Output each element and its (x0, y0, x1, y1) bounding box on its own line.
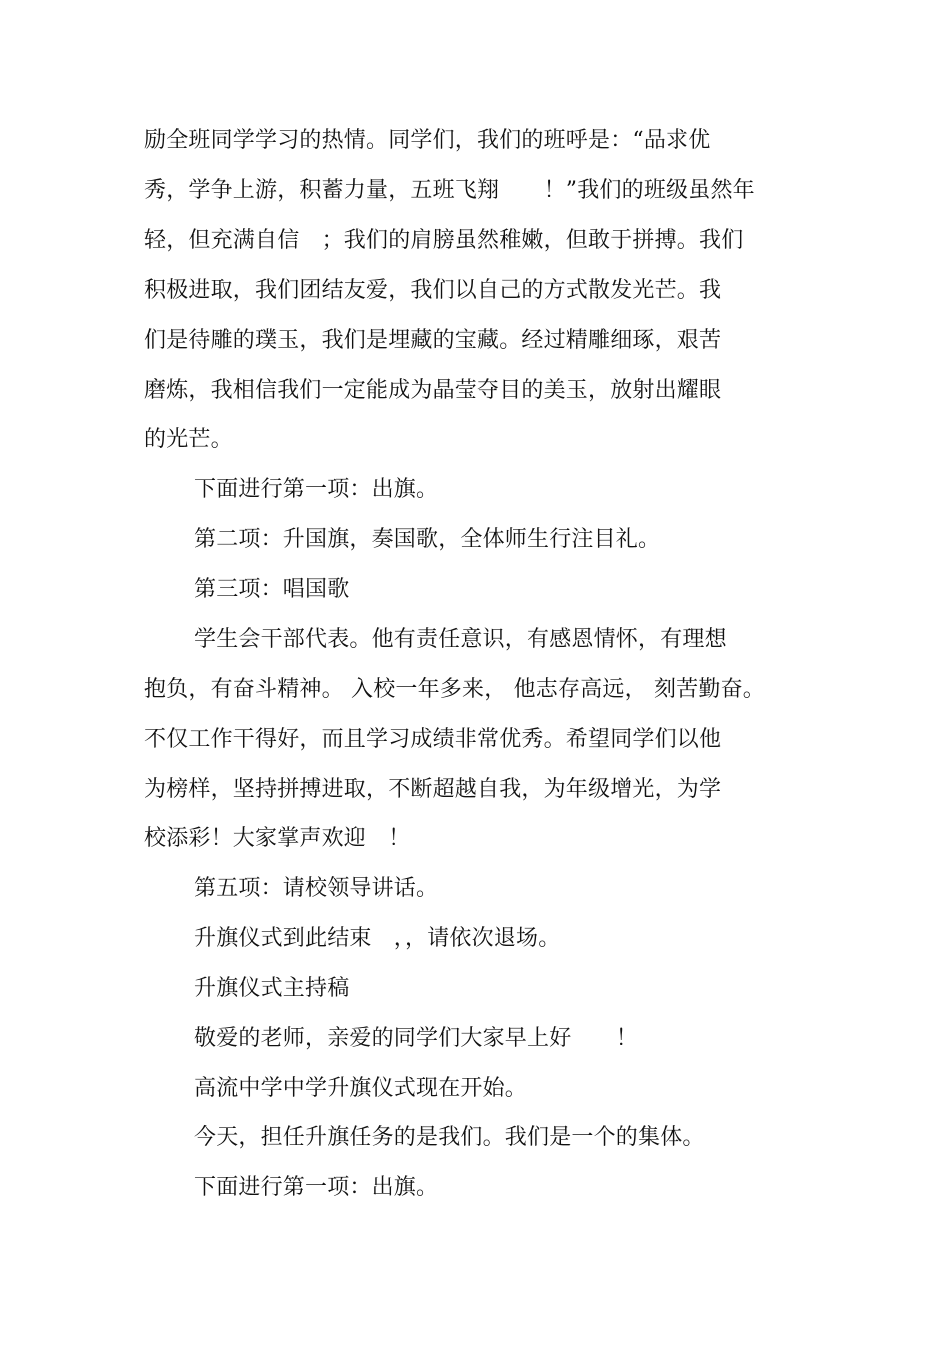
paragraph-line: 秀，学争上游，积蓄力量，五班飞翔 ！”我们的班级虽然年 (144, 178, 755, 203)
paragraph-line: 不仅工作干得好，而且学习成绩非常优秀。希望同学们以他 (144, 727, 722, 752)
paragraph-line: 第三项：唱国歌 (194, 577, 350, 602)
paragraph-line: 下面进行第一项：出旗。 (194, 477, 439, 502)
paragraph-line: 励全班同学学习的热情。同学们，我们的班呼是：“品求优 (144, 128, 711, 153)
paragraph-line: 的光芒。 (144, 427, 233, 452)
paragraph-line: 磨炼，我相信我们一定能成为晶莹夺目的美玉，放射出耀眼 (144, 378, 722, 403)
paragraph-line: 校添彩！大家掌声欢迎 ！ (144, 826, 411, 851)
paragraph-line: 抱负，有奋斗精神。 入校一年多来， 他志存高远， 刻苦勤奋。 (144, 677, 765, 702)
paragraph-line: 高流中学中学升旗仪式现在开始。 (194, 1076, 528, 1101)
paragraph-line: 升旗仪式到此结束 ，，请依次退场。 (194, 926, 561, 951)
paragraph-line: 第五项：请校领导讲话。 (194, 876, 439, 901)
paragraph-line: 今天，担任升旗任务的是我们。我们是一个的集体。 (194, 1125, 705, 1150)
paragraph-line: 第二项：升国旗，奏国歌，全体师生行注目礼。 (194, 527, 661, 552)
paragraph-line: 敬爱的老师，亲爱的同学们大家早上好 ！ (194, 1026, 639, 1051)
paragraph-line: 学生会干部代表。他有责任意识，有感恩情怀，有理想 (194, 627, 727, 652)
paragraph-line: 轻，但充满自信 ；我们的肩膀虽然稚嫩，但敢于拼搏。我们 (144, 228, 744, 253)
paragraph-line: 积极进取，我们团结友爱，我们以自己的方式散发光芒。我 (144, 278, 722, 303)
paragraph-line: 为榜样，坚持拼搏进取，不断超越自我，为年级增光，为学 (144, 777, 722, 802)
paragraph-line: 下面进行第一项：出旗。 (194, 1175, 439, 1200)
paragraph-line: 们是待雕的璞玉，我们是埋藏的宝藏。经过精雕细琢，艰苦 (144, 328, 722, 353)
document-heading: 升旗仪式主持稿 (194, 976, 350, 1001)
